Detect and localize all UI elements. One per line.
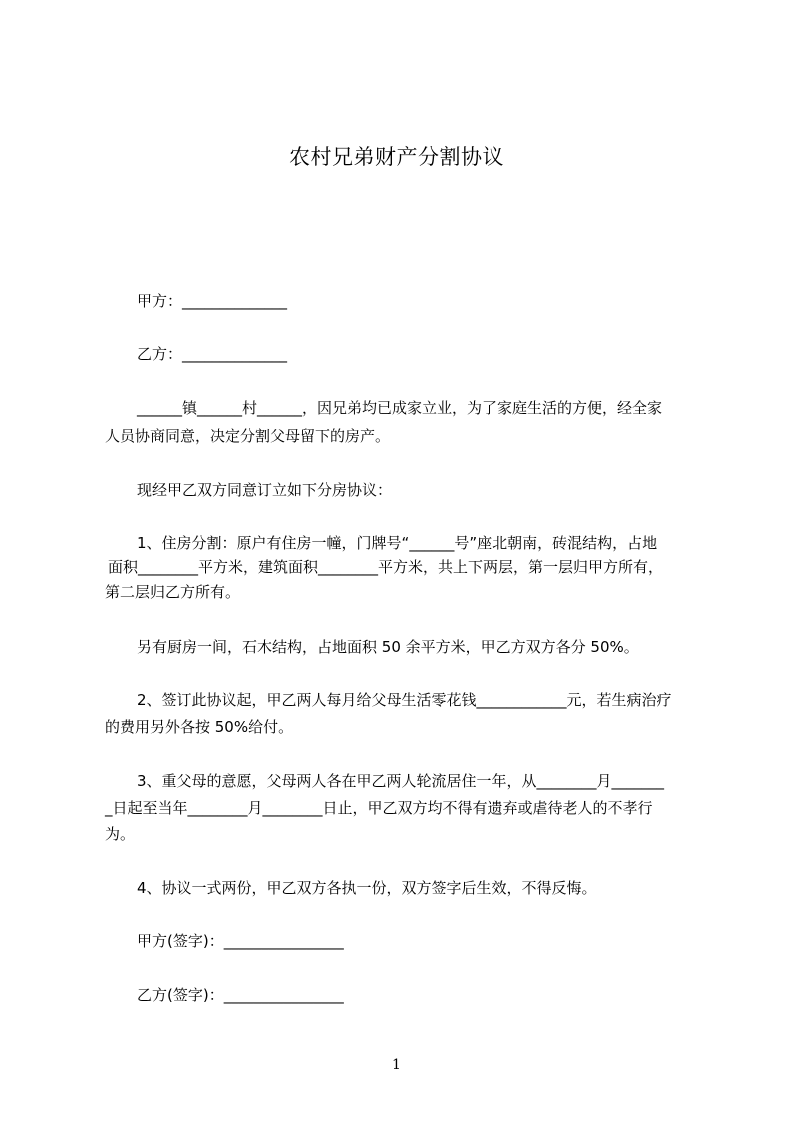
signature-party-a: 甲方(签字)：________________ [137, 932, 344, 950]
document-title: 农村兄弟财产分割协议 [289, 145, 504, 169]
page-number: 1 [392, 1057, 401, 1073]
kitchen-clause: 另有厨房一间，石木结构，占地面积 50 余平方米，甲乙方双方各分 50%。 [137, 638, 639, 656]
signature-party-b: 乙方(签字)：________________ [137, 986, 344, 1004]
clause-2-line-2: 的费用另外各按 50%给付。 [105, 718, 294, 736]
agreement-intro: 现经甲乙双方同意订立如下分房协议： [137, 481, 393, 499]
clause-3-line-3: 为。 [105, 825, 136, 843]
clause-4: 4、协议一式两份，甲乙双方各执一份，双方签字后生效，不得反悔。 [137, 879, 597, 897]
clause-1-line-2: 面积________平方米，建筑面积________平方米，共上下两层，第一层归甲方所有， [108, 558, 664, 576]
party-b-line: 乙方：______________ [137, 345, 288, 363]
clause-3-line-2: _日起至当年________月________日止，甲乙双方均不得有遗弃或虐待老人的不孝行 [105, 799, 653, 817]
clause-1-line-1: 1、住房分割：原户有住房一幢，门牌号“______号”座北朝南，砖混结构，占地 [137, 534, 658, 552]
intro-line-2: 人员协商同意，决定分割父母留下的房产。 [105, 427, 391, 445]
clause-2-line-1: 2、签订此协议起，甲乙两人每月给父母生活零花钱____________元，若生病治疗 [137, 691, 672, 709]
intro-line-1: ______镇______村______，因兄弟均已成家立业，为了家庭生活的方便，经全家 [137, 399, 663, 417]
clause-1-line-3: 第二层归乙方所有。 [105, 583, 241, 601]
party-a-line: 甲方：______________ [137, 292, 288, 310]
clause-3-line-1: 3、重父母的意愿，父母两人各在甲乙两人轮流居住一年，从________月_______ [137, 772, 665, 790]
